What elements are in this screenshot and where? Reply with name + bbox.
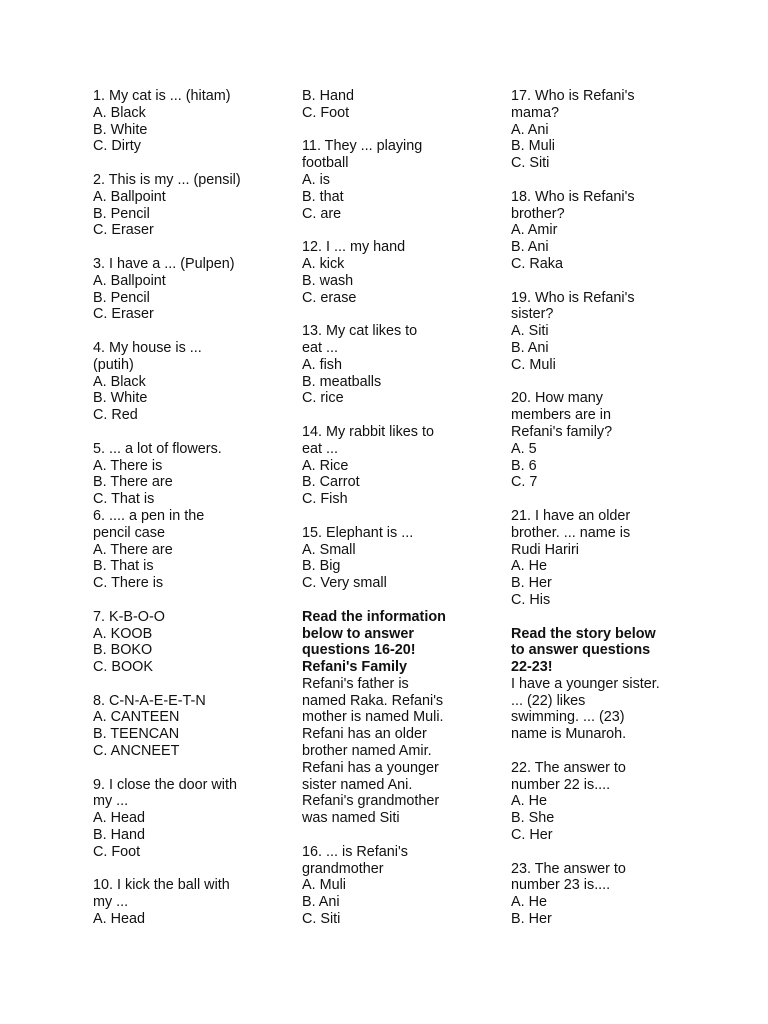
question-block: [93, 256, 293, 323]
text-line: 16. ... is Refani's: [302, 843, 408, 860]
text-line: brother named Amir.: [302, 743, 432, 760]
text-line: A. is: [302, 171, 330, 188]
text-line: B. meatballs: [302, 373, 382, 390]
text-line: B. Carrot: [302, 474, 360, 491]
text-line: 9. I close the door with: [93, 776, 237, 793]
block-spacer: [511, 844, 711, 861]
block-spacer: [93, 676, 293, 693]
text-line: A. Head: [93, 810, 145, 827]
question-block: [93, 508, 293, 592]
block-spacer: [93, 760, 293, 777]
text-line: pencil case: [93, 524, 165, 541]
question-block: [302, 239, 502, 306]
text-line: A. Black: [93, 104, 146, 121]
text-line: members are in: [511, 407, 611, 424]
text-line: A. 5: [511, 440, 537, 457]
column-3: [511, 88, 711, 928]
instruction-heading-line: Refani's Family: [302, 659, 407, 676]
text-line: B. Her: [511, 911, 552, 928]
text-line: named Raka. Refani's: [302, 692, 444, 709]
text-line: A. Head: [93, 911, 145, 928]
text-line: C. Her: [511, 827, 553, 844]
text-line: C. Very small: [302, 575, 387, 592]
text-line: A. CANTEEN: [93, 709, 180, 726]
block-spacer: [302, 122, 502, 139]
text-line: B. Ani: [511, 339, 549, 356]
text-line: sister?: [511, 306, 554, 323]
text-line: B. Pencil: [93, 289, 150, 306]
text-line: name is Munaroh.: [511, 726, 627, 743]
block-spacer: [93, 239, 293, 256]
text-line: I have a younger sister.: [511, 675, 660, 692]
question-block: [511, 508, 711, 609]
block-spacer: [93, 323, 293, 340]
text-line: A. There is: [93, 457, 163, 474]
text-line: A. He: [511, 558, 547, 575]
block-spacer: [302, 508, 502, 525]
block-spacer: [302, 306, 502, 323]
text-line: brother. ... name is: [511, 524, 631, 541]
text-line: 1. My cat is ... (hitam): [93, 88, 231, 104]
text-line: Refani has an older: [302, 726, 427, 743]
instruction-heading-line: Read the story below: [511, 625, 656, 642]
text-line: B. White: [93, 390, 148, 407]
question-block: [302, 323, 502, 407]
instruction-heading-line: Read the information: [302, 608, 446, 625]
text-line: B. Pencil: [93, 205, 150, 222]
text-line: grandmother: [302, 860, 384, 877]
question-block: [93, 609, 293, 676]
text-line: C. Red: [93, 407, 138, 424]
question-block: [511, 760, 711, 844]
text-line: number 22 is....: [511, 776, 611, 793]
text-line: A. Ballpoint: [93, 272, 166, 289]
text-line: C. Fish: [302, 491, 348, 508]
text-line: 22. The answer to: [511, 759, 626, 776]
question-block: [93, 340, 293, 424]
text-line: C. Muli: [511, 356, 556, 373]
text-line: C. That is: [93, 491, 155, 508]
text-line: Refani's father is: [302, 675, 409, 692]
text-line: B. Hand: [302, 88, 354, 104]
text-line: A. Rice: [302, 457, 349, 474]
question-block: [302, 525, 502, 592]
text-line: 11. They ... playing: [302, 138, 423, 155]
text-line: A. KOOB: [93, 625, 153, 642]
text-line: A. He: [511, 793, 547, 810]
text-line: C. BOOK: [93, 659, 153, 676]
text-line: mama?: [511, 104, 559, 121]
text-line: C. Siti: [511, 155, 550, 172]
question-block: [511, 290, 711, 374]
text-line: C. Foot: [93, 843, 141, 860]
block-spacer: [511, 374, 711, 391]
text-line: B. 6: [511, 457, 537, 474]
text-line: B. Muli: [511, 138, 555, 155]
text-line: 20. How many: [511, 390, 603, 407]
text-line: 7. K-B-O-O: [93, 608, 165, 625]
text-line: eat ...: [302, 339, 338, 356]
text-line: A. Small: [302, 541, 356, 558]
text-line: B. Ani: [511, 239, 549, 256]
text-line: A. Siti: [511, 323, 549, 340]
text-line: brother?: [511, 205, 565, 222]
text-line: my ...: [93, 894, 129, 911]
text-line: C. Eraser: [93, 306, 154, 323]
text-line: B. wash: [302, 272, 354, 289]
text-line: was named Siti: [302, 810, 400, 827]
question-block: [511, 189, 711, 273]
text-line: C. rice: [302, 390, 344, 407]
text-line: B. Her: [511, 575, 552, 592]
block-spacer: [93, 592, 293, 609]
text-line: C. There is: [93, 575, 164, 592]
block-spacer: [302, 222, 502, 239]
text-line: Refani has a younger: [302, 759, 439, 776]
text-line: my ...: [93, 793, 129, 810]
block-spacer: [302, 592, 502, 609]
question-block: [302, 88, 502, 122]
question-block: [511, 88, 711, 172]
text-line: number 23 is....: [511, 877, 611, 894]
text-line: C. 7: [511, 474, 538, 491]
text-line: A. Ani: [511, 121, 549, 138]
text-line: B. There are: [93, 474, 173, 491]
instruction-heading-line: to answer questions: [511, 642, 651, 659]
text-line: 3. I have a ... (Pulpen): [93, 255, 235, 272]
question-block: [302, 609, 502, 827]
question-block: [302, 424, 502, 508]
question-block: [93, 88, 293, 155]
text-line: A. Black: [93, 373, 146, 390]
text-line: 10. I kick the ball with: [93, 877, 230, 894]
text-line: 15. Elephant is ...: [302, 524, 414, 541]
block-spacer: [511, 172, 711, 189]
block-spacer: [511, 609, 711, 626]
text-line: Refani's grandmother: [302, 793, 440, 810]
text-line: B. Ani: [302, 894, 340, 911]
text-line: B. Hand: [93, 827, 145, 844]
block-spacer: [93, 155, 293, 172]
column-2: [302, 88, 502, 928]
text-line: A. Ballpoint: [93, 188, 166, 205]
text-line: 6. .... a pen in the: [93, 507, 205, 524]
text-line: C. Raka: [511, 255, 563, 272]
text-line: C. Foot: [302, 104, 350, 121]
text-line: A. Amir: [511, 222, 558, 239]
text-line: sister named Ani.: [302, 776, 413, 793]
question-block: [93, 172, 293, 239]
instruction-heading-line: 22-23!: [511, 659, 553, 676]
text-line: 21. I have an older: [511, 507, 631, 524]
text-line: 2. This is my ... (pensil): [93, 171, 241, 188]
text-line: swimming. ... (23): [511, 709, 625, 726]
question-block: [93, 877, 293, 927]
text-line: C. His: [511, 591, 551, 608]
instruction-heading-line: below to answer: [302, 625, 414, 642]
text-line: (putih): [93, 356, 134, 373]
block-spacer: [511, 273, 711, 290]
question-block: [511, 861, 711, 928]
question-block: [93, 693, 293, 760]
text-line: A. There are: [93, 541, 173, 558]
text-line: 14. My rabbit likes to: [302, 423, 434, 440]
text-line: B. Big: [302, 558, 341, 575]
question-block: [302, 844, 502, 928]
text-line: C. are: [302, 205, 342, 222]
text-line: C. ANCNEET: [93, 743, 180, 760]
text-line: C. erase: [302, 289, 357, 306]
text-line: 19. Who is Refani's: [511, 289, 635, 306]
text-line: ... (22) likes: [511, 692, 586, 709]
text-line: 5. ... a lot of flowers.: [93, 440, 222, 457]
text-line: Refani's family?: [511, 423, 613, 440]
column-1: [93, 88, 293, 928]
text-line: C. Dirty: [93, 138, 141, 155]
text-line: Rudi Hariri: [511, 541, 579, 558]
question-block: [511, 626, 711, 744]
text-line: A. kick: [302, 255, 345, 272]
text-line: eat ...: [302, 440, 338, 457]
text-line: 23. The answer to: [511, 860, 626, 877]
text-line: 8. C-N-A-E-E-T-N: [93, 692, 206, 709]
text-line: A. He: [511, 894, 547, 911]
text-line: 18. Who is Refani's: [511, 188, 635, 205]
text-line: B. TEENCAN: [93, 726, 180, 743]
block-spacer: [302, 407, 502, 424]
text-line: A. fish: [302, 356, 342, 373]
block-spacer: [93, 424, 293, 441]
text-line: B. that: [302, 188, 344, 205]
text-line: B. BOKO: [93, 642, 153, 659]
block-spacer: [302, 827, 502, 844]
block-spacer: [511, 491, 711, 508]
text-line: mother is named Muli.: [302, 709, 444, 726]
text-line: B. White: [93, 121, 148, 138]
block-spacer: [93, 861, 293, 878]
text-line: 17. Who is Refani's: [511, 88, 635, 104]
question-block: [93, 777, 293, 861]
text-line: B. That is: [93, 558, 154, 575]
question-block: [511, 390, 711, 491]
question-block: [302, 138, 502, 222]
text-line: B. She: [511, 810, 555, 827]
instruction-heading-line: questions 16-20!: [302, 642, 416, 659]
text-line: football: [302, 155, 349, 172]
question-block: [93, 441, 293, 508]
text-line: 12. I ... my hand: [302, 239, 406, 256]
block-spacer: [511, 743, 711, 760]
text-line: C. Eraser: [93, 222, 154, 239]
text-line: 13. My cat likes to: [302, 323, 418, 340]
text-line: 4. My house is ...: [93, 339, 202, 356]
text-line: A. Muli: [302, 877, 346, 894]
text-line: C. Siti: [302, 911, 341, 928]
